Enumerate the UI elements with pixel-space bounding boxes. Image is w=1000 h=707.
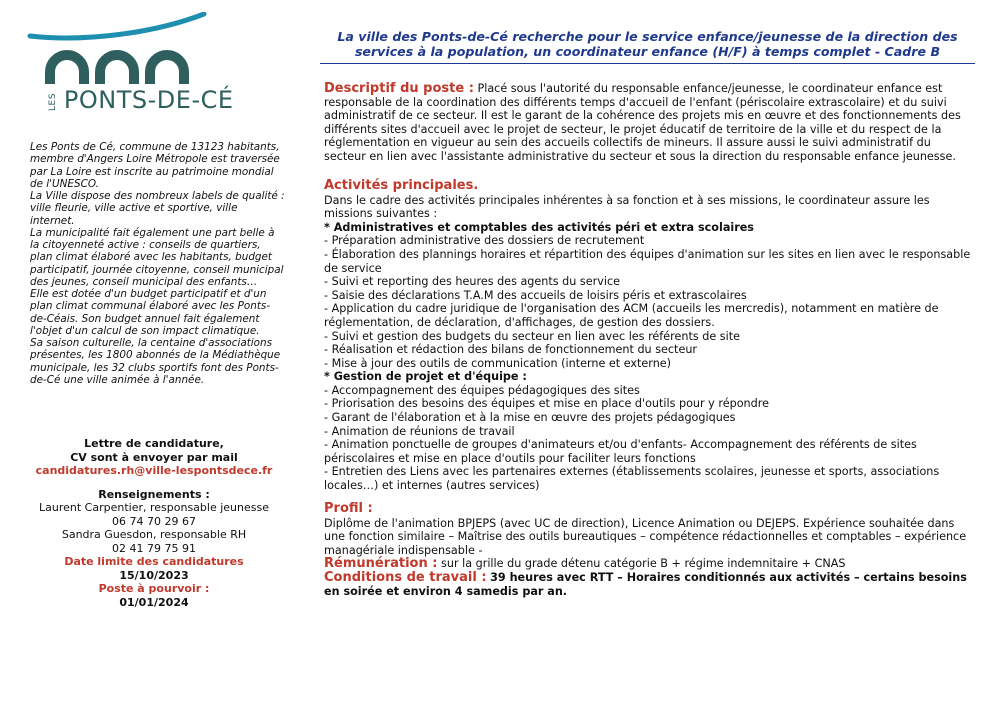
logo-swoosh	[30, 14, 204, 38]
contact-phone-2: 02 41 79 75 91	[112, 541, 196, 555]
remuneration-title: Rémunération :	[324, 556, 438, 572]
activity-item: - Application du cadre juridique de l'organisation des ACM (accueils les mercredis), notamment en matière de réglementation, de déclaration, d'affichages, de gestion des dossiers.	[324, 302, 939, 329]
activity-item: - Garant de l'élaboration et à la mise en œuvre des projets pédagogiques	[324, 411, 736, 425]
profile-title: Profil :	[324, 500, 373, 516]
job-title-line-1: La ville des Ponts-de-Cé recherche pour le service enfance/jeunesse de la direction des	[337, 29, 958, 44]
activity-item: - Priorisation des besoins des équipes et mise en place d'outils pour y répondre	[324, 397, 769, 411]
activity-item: - Préparation administrative des dossiers de recrutement	[324, 234, 645, 248]
intro-paragraph: Sa saison culturelle, la centaine d'associations présentes, les 1800 abonnés de la Médiathèque municipale, les 32 clubs sportifs font des Ponts-de-Cé une ville animée à l'année.	[30, 337, 281, 386]
activity-item: - Élaboration des plannings horaires et répartition des équipes d'animation sur les sites en lien avec le responsable de service	[324, 247, 971, 275]
activities-intro: Dans le cadre des activités principales inhérentes à sa fonction et à ses missions, le coordinateur assure les missions suivantes :	[324, 193, 930, 221]
job-description	[324, 82, 976, 598]
start-label: Poste à pourvoir :	[98, 582, 210, 595]
activities-title: Activités principales.	[324, 177, 479, 193]
logo-prefix: LES	[47, 93, 58, 111]
logo-arch-1	[50, 55, 84, 84]
contact-block	[20, 437, 288, 609]
application-line-1: Lettre de candidature,	[84, 437, 224, 450]
activity-item: - Suivi et gestion des budgets du secteur en lien avec les référents de site	[324, 329, 740, 343]
contact-person-1: Laurent Carpentier, responsable jeunesse	[39, 501, 269, 514]
activity-item: - Animation de réunions de travail	[324, 424, 515, 438]
activity-item: - Animation ponctuelle de groupes d'animateurs et/ou d'enfants- Accompagnement des référents de sites périscolaires et mise en place d'outils pour faciliter leurs fonctions	[324, 438, 917, 465]
remuneration-text: sur la grille du grade détenu catégorie B + régime indemnitaire + CNAS	[441, 557, 846, 571]
job-title-line-2: services à la population, un coordinateur enfance (H/F) à temps complet - Cadre B	[354, 44, 941, 59]
logo-arch-3	[150, 55, 184, 84]
profile-text: Diplôme de l'animation BPJEPS (avec UC de direction), Licence Animation ou DEJEPS. Expérience souhaitée dans une fonction similaire – Maîtrise des outils bureautiques – compétence rédactionnelles et comptables – expérience managériale indispensable -	[324, 516, 967, 557]
logo-name: PONTS-DE-CÉ	[63, 86, 234, 114]
intro-paragraph: La municipalité fait également une part belle à la citoyenneté active : conseils de quartiers, plan climat élaboré avec les habitants, budget participatif, journée citoyenne, conseil municipal des jeunes, conseil municipal des enfants…	[30, 226, 284, 288]
description-title: Descriptif du poste :	[324, 81, 474, 96]
intro-paragraph: Les Ponts de Cé, commune de 13123 habitants, membre d'Angers Loire Métropole est traversée par La Loire est inscrite au patrimoine mondial de l'UNESCO.	[30, 141, 280, 190]
deadline-date: 15/10/2023	[119, 568, 189, 582]
conditions-section	[324, 571, 976, 598]
activity-item: - Accompagnement des équipes pédagogiques des sites	[324, 383, 640, 397]
info-title: Renseignements :	[98, 487, 210, 501]
activity-item: - Entretien des Liens avec les partenaires externes (établissements scolaires, jeunesse et sports, associations locales…) et internes (autres services)	[324, 465, 940, 493]
deadline-label: Date limite des candidatures	[64, 555, 244, 568]
activities-group-2-title: * Gestion de projet et d'équipe :	[324, 370, 527, 384]
application-line-2: CV sont à envoyer par mail	[70, 450, 238, 464]
activity-item: - Réalisation et rédaction des bilans de fonctionnement du secteur	[324, 343, 698, 357]
logo-mark	[22, 12, 212, 92]
logo-wordmark	[46, 86, 234, 114]
remuneration-section	[324, 557, 976, 571]
header-divider	[320, 63, 975, 64]
intro-paragraph: La Ville dispose des nombreux labels de qualité : ville fleurie, ville active et sportive, ville internet.	[30, 190, 285, 227]
contact-phone-1: 06 74 70 29 67	[112, 514, 196, 528]
description-text: Placé sous l'autorité du responsable enfance/jeunesse, le coordinateur enfance est responsable de la coordination des différents temps d'accueil de l'enfant (périscolaire extrascolaire) et du suivi administratif de ce secteur. Il est le garant de la cohérence des projets mis en œuvre et des fonctionnements des différents sites d'accueil avec le projet de secteur, le projet éducatif de territoire de la ville et du respect de la réglementation en vigueur au sein des accueils collectifs de mineurs. Il assure aussi le suivi administratif du secteur en lien avec l'assistante administrative du secteur et sous la direction du responsable enfance jeunesse.	[324, 82, 961, 163]
activity-item: - Mise à jour des outils de communication (interne et externe)	[324, 356, 672, 370]
city-intro	[30, 141, 285, 386]
activity-item: - Suivi et reporting des heures des agents du service	[324, 275, 620, 289]
email-link[interactable]: candidatures.rh@ville-lespontsdece.fr	[35, 464, 273, 477]
intro-paragraph: Elle est dotée d'un budget participatif et d'un plan climat communal élaboré avec les Ponts-de-Céais. Son budget annuel fait également l'objet d'un calcul de son impact climatique.	[30, 288, 271, 337]
start-date: 01/01/2024	[119, 595, 189, 609]
contact-person-2: Sandra Guesdon, responsable RH	[61, 528, 247, 541]
activities-group-1-title: * Administratives et comptables des activités péri et extra scolaires	[324, 220, 754, 234]
activity-item: - Saisie des déclarations T.A.M des accueils de loisirs péris et extrascolaires	[324, 288, 747, 302]
conditions-text: 39 heures avec RTT – Horaires conditionnés aux activités – certains besoins en soirée et environ 4 samedis par an.	[324, 571, 967, 598]
description-section	[324, 82, 976, 164]
conditions-title: Conditions de travail :	[324, 570, 487, 585]
logo-arch-2	[100, 55, 134, 84]
job-title	[320, 29, 975, 59]
